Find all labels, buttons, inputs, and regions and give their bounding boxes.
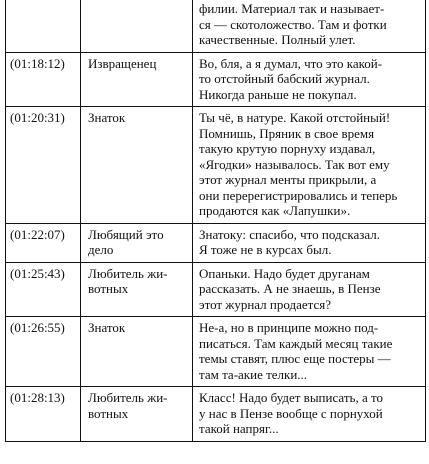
message-line: Помнишь, Пряник в свое время bbox=[199, 125, 375, 141]
message-line: продаются как «Лапушки». bbox=[199, 203, 351, 218]
message-line: Никогда раньше не покупал. bbox=[199, 86, 357, 102]
table-row bbox=[6, 387, 426, 442]
table-row bbox=[6, 0, 426, 52]
message-line: Я тоже не в курсах был. bbox=[199, 242, 332, 257]
nickname-cell: Знаток bbox=[81, 107, 193, 224]
message-line: ся — скотоложество. Там и фотки bbox=[199, 16, 387, 32]
message-cell bbox=[193, 223, 426, 262]
message-cell bbox=[193, 262, 426, 317]
nickname-cell: Знаток bbox=[81, 317, 193, 387]
message-line: Знатоку: спасибо, что подсказал. bbox=[199, 226, 380, 242]
message-line: рассказать. А не знаешь, в Пензе bbox=[199, 281, 381, 296]
timestamp-cell: (01:22:07) bbox=[6, 223, 81, 262]
message-line: Опаньки. Надо будет друганам bbox=[199, 265, 370, 281]
message-cell bbox=[193, 387, 426, 442]
message-line: у нас в Пензе вообще с порнухой bbox=[199, 405, 383, 421]
timestamp-cell: (01:20:31) bbox=[6, 107, 81, 224]
chat-log-table bbox=[5, 0, 426, 442]
table-row bbox=[6, 107, 426, 224]
table-row bbox=[6, 262, 426, 317]
nickname-cell bbox=[81, 0, 193, 52]
nickname-cell: Любящий это дело bbox=[81, 223, 193, 262]
message-line: темы ставят, плюс еще постеры — bbox=[199, 351, 391, 366]
message-cell bbox=[193, 317, 426, 387]
table-row bbox=[6, 223, 426, 262]
message-line: качественные. Полный улет. bbox=[199, 32, 356, 47]
message-line: такой напряг... bbox=[199, 421, 279, 436]
nickname-cell: Извращенец bbox=[81, 52, 193, 107]
message-line: этот журнал менты прикрыли, а bbox=[199, 172, 377, 187]
message-cell bbox=[193, 107, 426, 224]
message-line: Класс! Надо будет выписать, а то bbox=[199, 390, 383, 405]
table-row bbox=[6, 317, 426, 387]
message-line: филии. Материал так и называет- bbox=[199, 1, 385, 16]
message-line: там та-акие телки... bbox=[199, 366, 308, 382]
timestamp-cell: (01:26:55) bbox=[6, 317, 81, 387]
message-cell bbox=[193, 0, 426, 52]
timestamp-cell: (01:18:12) bbox=[6, 52, 81, 107]
message-line: писаться. Там каждый месяц такие bbox=[199, 335, 393, 351]
timestamp-cell: (01:25:43) bbox=[6, 262, 81, 317]
table-row bbox=[6, 52, 426, 107]
message-line: Во, бля, а я думал, что это какой- bbox=[199, 55, 383, 71]
message-line: такую крутую порнуху издавал, bbox=[199, 141, 376, 156]
message-line: то отстойный бабский журнал. bbox=[199, 71, 370, 86]
message-line: этот журнал продается? bbox=[199, 296, 332, 312]
timestamp-cell: (01:28:13) bbox=[6, 387, 81, 442]
message-cell bbox=[193, 52, 426, 107]
timestamp-cell bbox=[6, 0, 81, 52]
message-line: они перерегистрировались и теперь bbox=[199, 187, 398, 203]
nickname-cell: Любитель жи-вотных bbox=[81, 387, 193, 442]
message-line: «Ягодки» называлось. Так вот ему bbox=[199, 156, 390, 172]
message-line: Ты чё, в натуре. Какой отстойный! bbox=[199, 110, 391, 125]
message-line: Не-а, но в принципе можно под- bbox=[199, 320, 379, 335]
nickname-cell: Любитель жи-вотных bbox=[81, 262, 193, 317]
